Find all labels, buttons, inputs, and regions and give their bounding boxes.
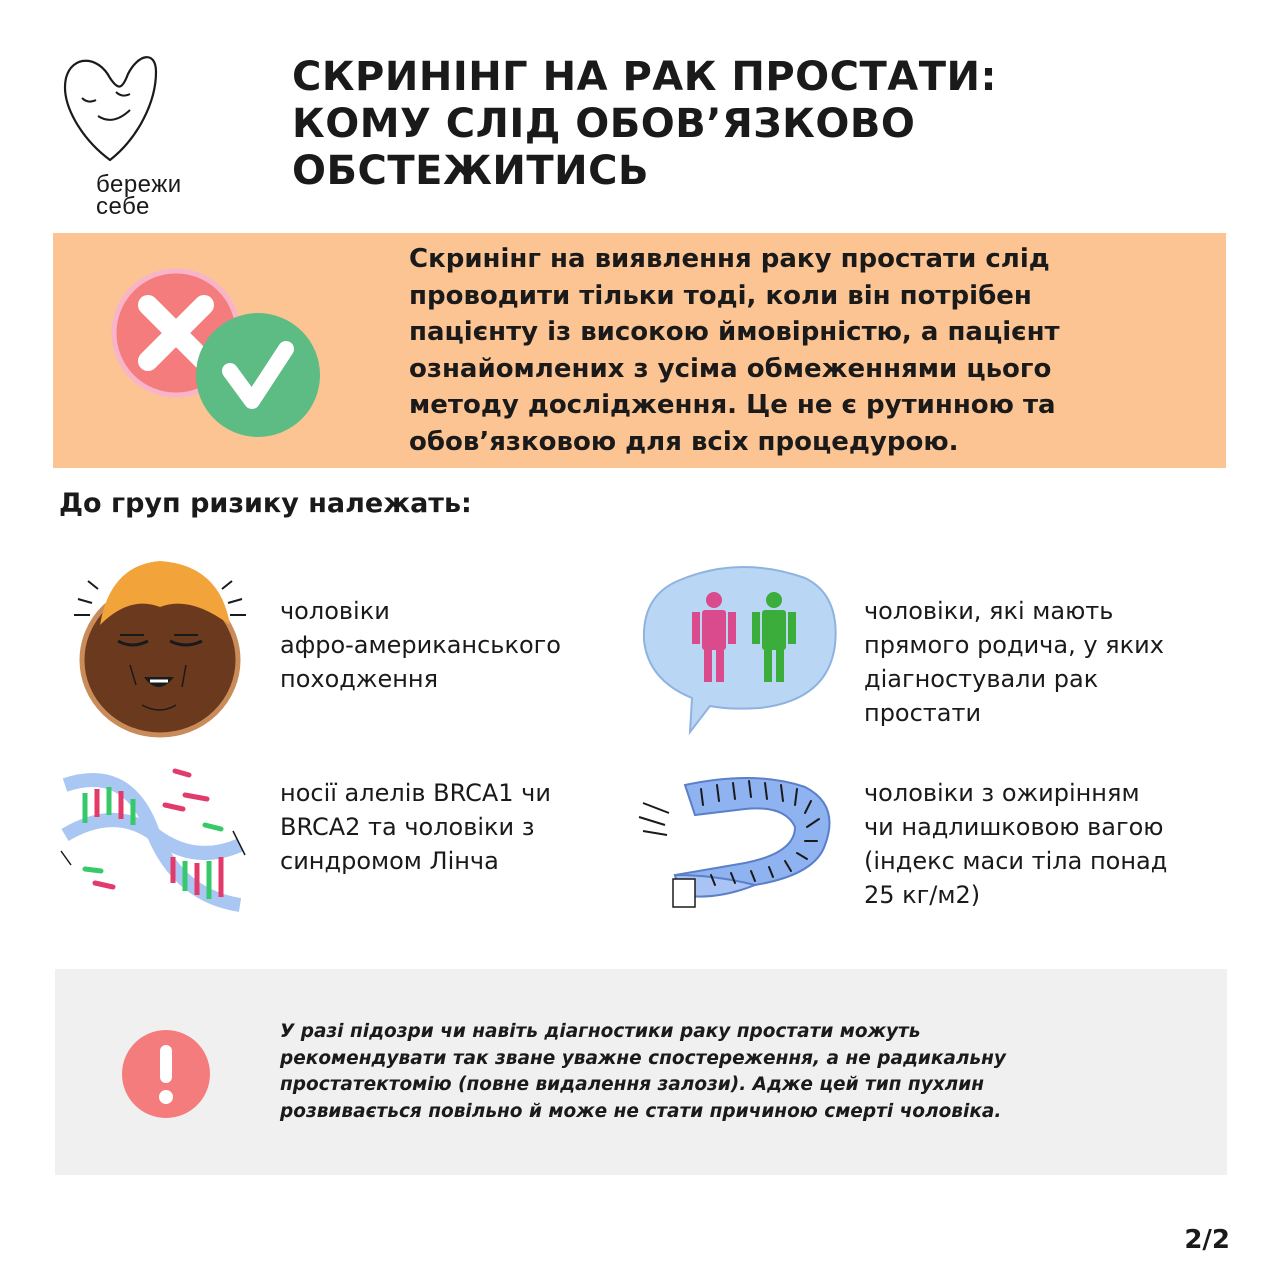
- page-title: [292, 54, 1192, 195]
- title-line-3: ОБСТЕЖИТИСЬ: [292, 148, 650, 194]
- brand-line-2: себе: [96, 193, 150, 220]
- relatives-illustration: [640, 560, 845, 735]
- note-line: розвивається повільно й може не стати причиною смерті чоловіка.: [280, 1100, 1002, 1122]
- intro-line: Скринінг на виявлення раку простати слід: [409, 244, 1050, 274]
- intro-line: ознайомлених з усіма обмеженнями цього: [409, 353, 1052, 384]
- risk-item-genetics: [280, 776, 551, 878]
- face-illustration: [70, 555, 250, 740]
- title-line-2: КОМУ СЛІД ОБОВ’ЯЗКОВО: [292, 101, 916, 147]
- risk-item-ethnicity: [280, 594, 561, 696]
- note-text: [280, 1019, 1150, 1125]
- risk-line: діагностували рак: [864, 665, 1099, 693]
- note-line: простатектомію (повне видалення залози). Адже цей тип пухлин: [280, 1074, 984, 1095]
- intro-panel: [53, 233, 1226, 468]
- exclamation-icon: [121, 1029, 211, 1119]
- risk-line: носії алелів BRCA1 чи: [280, 779, 551, 807]
- note-line: рекомендувати так зване уважне спостереження, а не радикальну: [280, 1047, 1006, 1069]
- risk-line: BRCA2 та чоловіки з: [280, 813, 535, 841]
- risk-line: простати: [864, 699, 982, 727]
- risk-line: афро-американського: [280, 631, 561, 659]
- intro-line: обов’язковою для всіх процедурою.: [409, 426, 959, 457]
- risk-line: чоловіки: [280, 597, 390, 625]
- risk-groups-heading: До груп ризику належать:: [59, 488, 472, 519]
- risk-line: чоловіки, які мають: [864, 597, 1114, 625]
- risk-line: походження: [280, 665, 439, 693]
- page-number: 2/2: [1184, 1225, 1230, 1255]
- note-line: У разі підозри чи навіть діагностики раку простати можуть: [280, 1021, 921, 1042]
- risk-item-obesity: [864, 776, 1167, 912]
- risk-line: чоловіки з ожирінням: [864, 779, 1140, 807]
- brand-line-1: бережи: [96, 171, 182, 198]
- intro-line: методу дослідження. Це не є рутинною та: [409, 390, 1056, 420]
- dna-illustration: [55, 765, 250, 925]
- intro-line: пацієнту із високою ймовірністю, а пацієнт: [409, 317, 1060, 347]
- title-line-1: СКРИНІНГ НА РАК ПРОСТАТИ:: [292, 54, 997, 100]
- brand-wordmark: [96, 171, 182, 220]
- risk-line: прямого родича, у яких: [864, 631, 1164, 659]
- risk-line: синдромом Лінча: [280, 847, 499, 875]
- intro-line: проводити тільки тоді, коли він потрібен: [409, 280, 1032, 311]
- check-icon: [196, 313, 320, 437]
- risk-line: (індекс маси тіла понад: [864, 847, 1168, 875]
- risk-item-relatives: [864, 594, 1164, 730]
- risk-line: 25 кг/м2): [864, 881, 981, 909]
- risk-line: чи надлишковою вагою: [864, 813, 1164, 841]
- measuring-tape-illustration: [635, 775, 840, 915]
- cross-check-icons: [108, 253, 328, 443]
- note-panel: [55, 969, 1227, 1175]
- intro-text: [409, 241, 1209, 460]
